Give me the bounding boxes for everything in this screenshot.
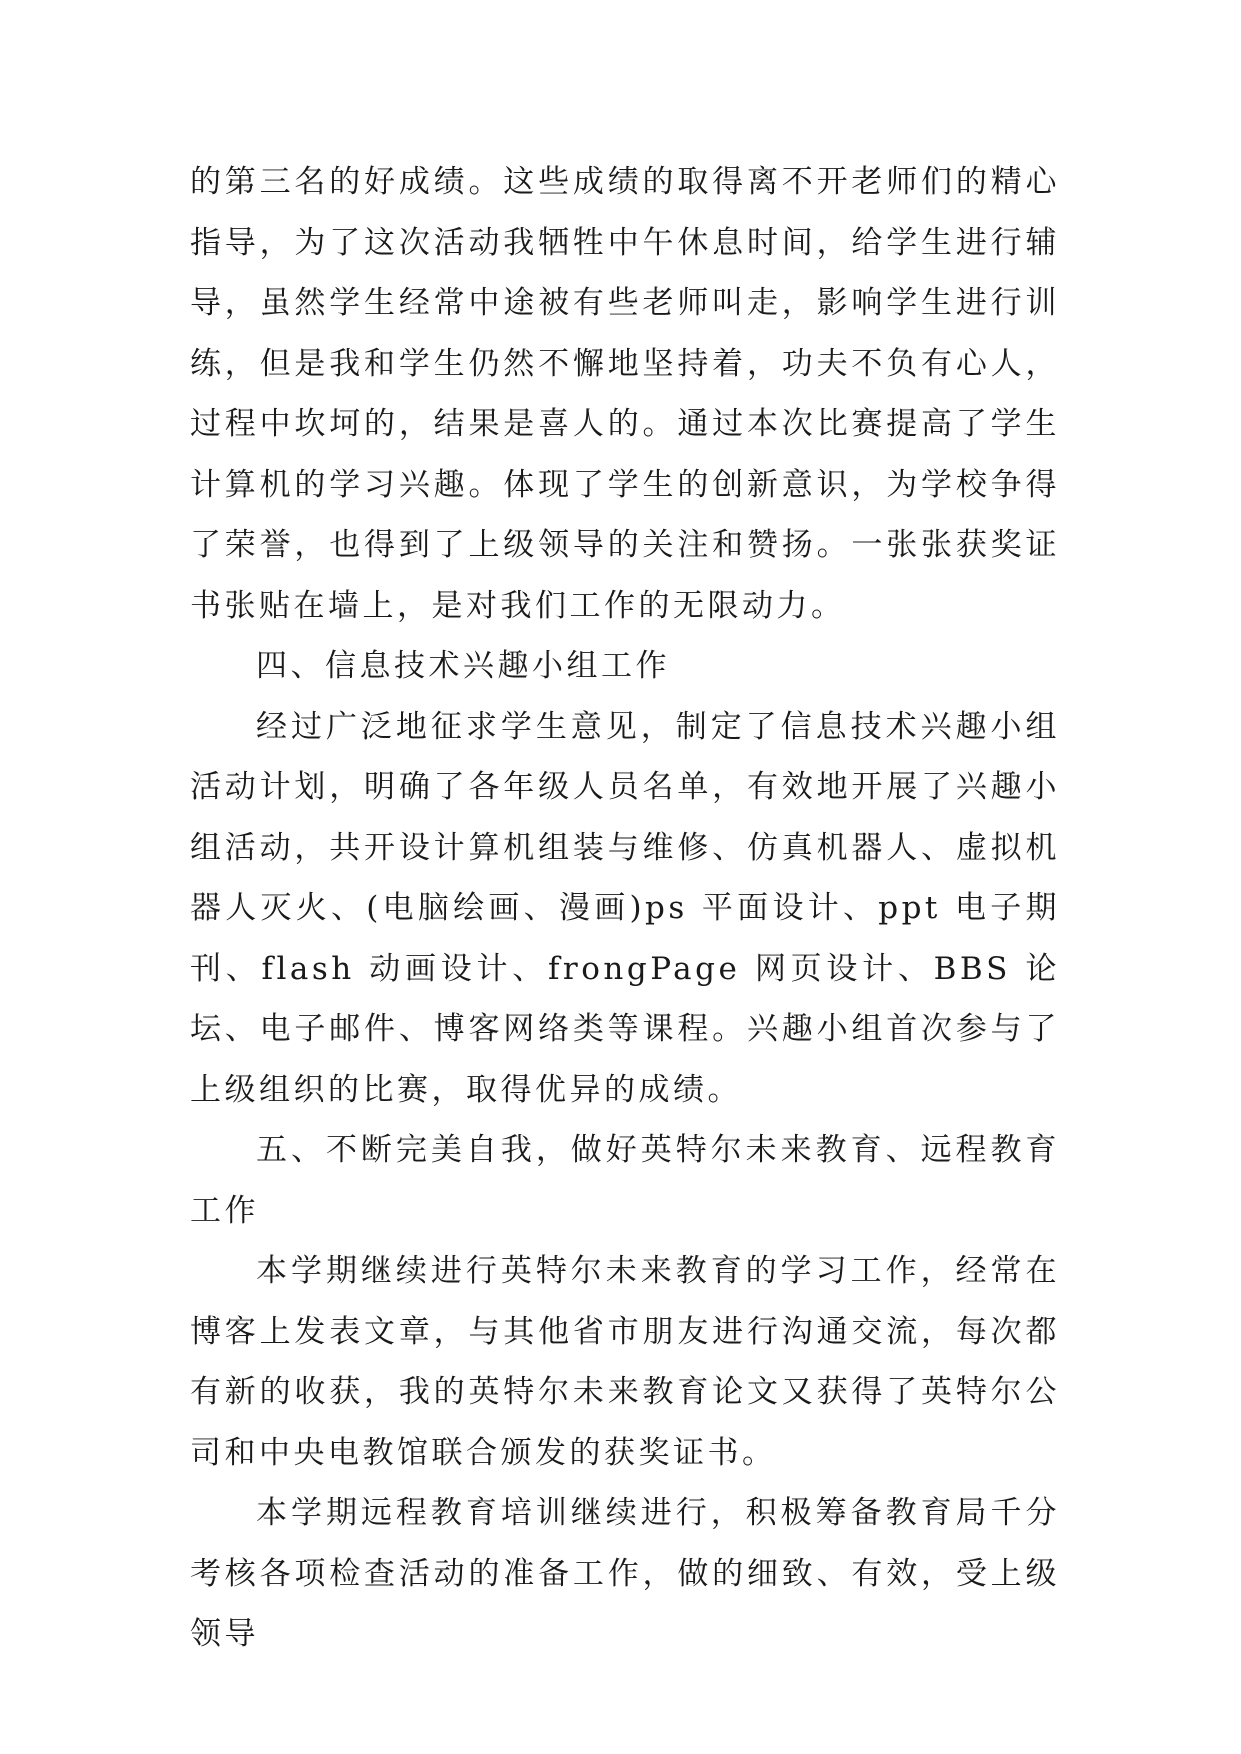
document-body — [190, 152, 1060, 1665]
paragraph-interest-group-activities: 经过广泛地征求学生意见，制定了信息技术兴趣小组活动计划，明确了各年级人员名单，有效地开展了兴趣小组活动，共开设计算机组装与维修、仿真机器人、虚拟机器人灭火、(电脑绘画、漫画)ps 平面设计、ppt 电子期刊、flash 动画设计、frongPage 网页设计、BBS 论坛、电子邮件、博客网络类等课程。兴趣小组首次参与了上级组织的比赛，取得优异的成绩。 — [190, 708, 1060, 1108]
paragraph-intel-future-education: 本学期继续进行英特尔未来教育的学习工作，经常在博客上发表文章，与其他省市朋友进行沟通交流，每次都有新的收获，我的英特尔未来教育论文又获得了英特尔公司和中央电教馆联合颁发的获奖证书。 — [190, 1253, 1060, 1471]
paragraph-remote-education: 本学期远程教育培训继续进行，积极筹备教育局千分考核各项检查活动的准备工作，做的细致、有效，受上级领导 — [190, 1495, 1060, 1652]
section-heading-interest-group: 四、信息技术兴趣小组工作 — [256, 648, 670, 684]
section-heading-self-improvement: 五、不断完美自我，做好英特尔未来教育、远程教育工作 — [190, 1132, 1060, 1229]
paragraph-competition-results: 的第三名的好成绩。这些成绩的取得离不开老师们的精心指导，为了这次活动我牺牲中午休息时间，给学生进行辅导，虽然学生经常中途被有些老师叫走，影响学生进行训练，但是我和学生仍然不懈地坚持着，功夫不负有心人，过程中坎坷的，结果是喜人的。通过本次比赛提高了学生计算机的学习兴趣。体现了学生的创新意识，为学校争得了荣誉，也得到了上级领导的关注和赞扬。一张张获奖证书张贴在墙上，是对我们工作的无限动力。 — [190, 164, 1060, 624]
